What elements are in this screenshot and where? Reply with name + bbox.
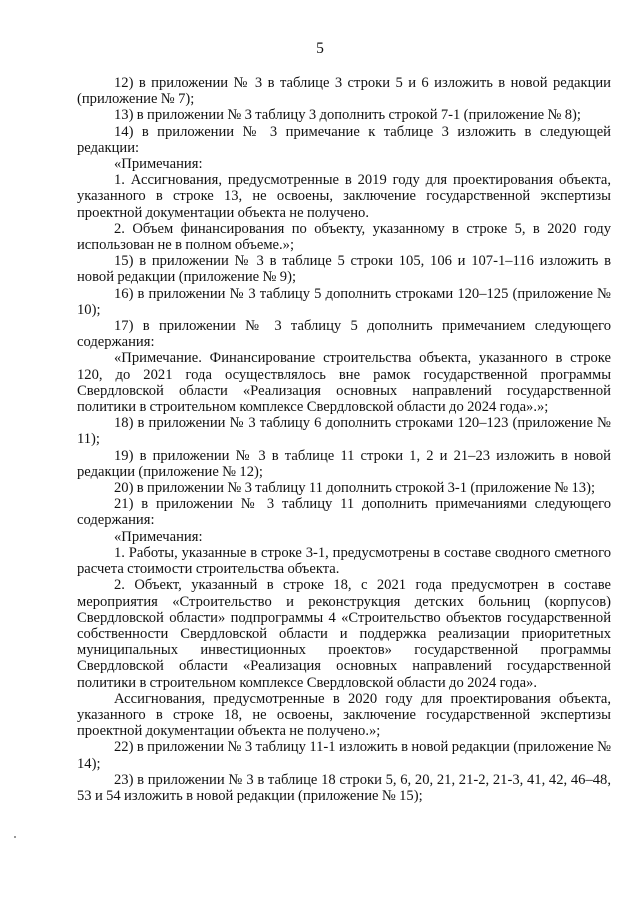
paragraph-item-16: 16) в приложении № 3 таблицу 5 дополнить строками 120–125 (приложение № 10); [77,285,611,318]
notes-heading: «Примечания: [114,156,203,173]
paragraph-item-15: 15) в приложении № 3 в таблице 5 строки 105, 106 и 107-1–116 изложить в новой редакции (приложение № 9); [77,253,611,286]
paragraph-item-13: 13) в приложении № 3 таблицу 3 дополнить строкой 7-1 (приложение № 8); [114,107,581,124]
paragraph-item-22: 22) в приложении № 3 таблицу 11-1 изложить в новой редакции (приложение № 14); [77,739,611,772]
note-works: 1. Работы, указанные в строке 3-1, предусмотрены в составе сводного сметного расчета стоимости строительства объекта. [77,544,611,578]
paragraph-item-14: 14) в приложении № 3 примечание к таблице 3 изложить в следующей редакции: [77,123,611,156]
notes-heading-2: «Примечания: [114,528,203,545]
scan-speck [14,836,16,838]
page-number: 5 [316,40,324,57]
note-1: 1. Ассигнования, предусмотренные в 2019 году для проектирования объекта, указанного в строке 13, не освоены, заключение государственной экспертизы проектной документации объекта не получено. [77,172,611,221]
paragraph-item-19: 19) в приложении № 3 в таблице 11 строки 1, 2 и 21–23 изложить в новой редакции (приложение № 12); [77,447,611,480]
paragraph-item-23: 23) в приложении № 3 в таблице 18 строки 5, 6, 20, 21, 21-2, 21-3, 41, 42, 46–48, 53 и 54 изложить в новой редакции (приложение № 15); [77,771,611,804]
paragraph-item-17: 17) в приложении № 3 таблицу 5 дополнить примечанием следующего содержания: [77,318,611,351]
note-appropriations: Ассигнования, предусмотренные в 2020 году для проектирования объекта, указанного в строке 18, не освоены, заключение государственной экспертизы проектной документации объекта не получено.»; [77,690,611,740]
paragraph-item-20: 20) в приложении № 3 таблицу 11 дополнить строкой 3-1 (приложение № 13); [114,480,596,497]
note-2: 2. Объем финансирования по объекту, указанному в строке 5, в 2020 году использован не в полном объеме.»; [77,220,611,254]
paragraph-item-18: 18) в приложении № 3 таблицу 6 дополнить строками 120–123 (приложение № 11); [77,415,611,448]
paragraph-item-12: 12) в приложении № 3 в таблице 3 строки 5 и 6 изложить в новой редакции (приложение № 7); [77,75,611,108]
note-object: 2. Объект, указанный в строке 18, с 2021 года предусмотрен в составе мероприятия «Строительство и реконструкция детских больниц (корпусов) Свердловской области» подпрограммы 4 «Строительство объектов государственной собственности Свердловской области и поддержка реализации приоритетных муниципальных инвестиционных проектов» государственной программы Свердловской области «Реализация основных направлений государственной политики в строительном комплексе Свердловской области до 2024 года». [77,577,611,691]
document-body [77,75,611,804]
note-financing: «Примечание. Финансирование строительства объекта, указанного в строке 120, до 2021 года осуществлялось вне рамок государственной программы Свердловской области «Реализация основных направлений государственной политики в строительном комплексе Свердловской области до 2024 года».»; [77,350,611,416]
paragraph-item-21: 21) в приложении № 3 таблицу 11 дополнить примечаниями следующего содержания: [77,496,611,529]
